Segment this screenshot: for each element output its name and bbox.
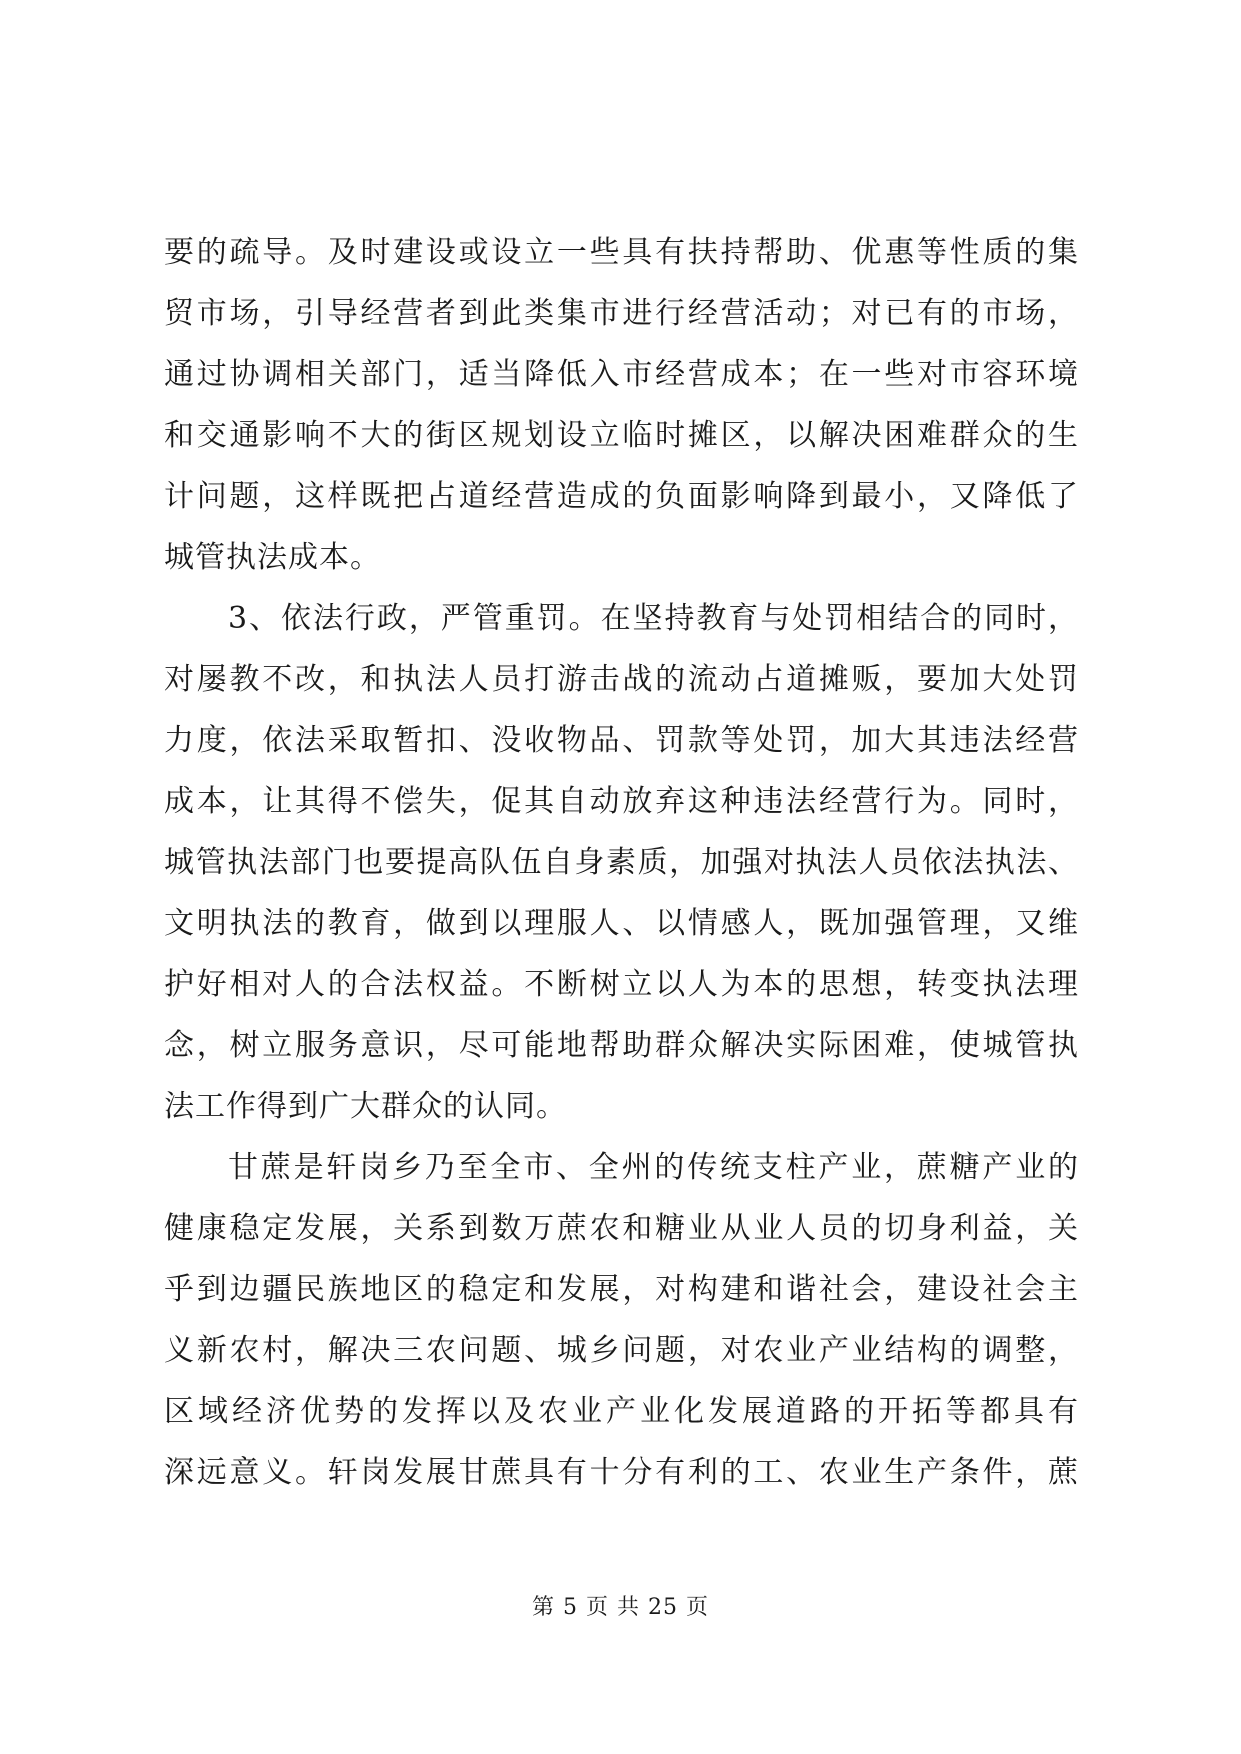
- text-line: 城管执法部门也要提高队伍自身素质，加强对执法人员依法执法、: [164, 845, 1079, 880]
- text-line: 文明执法的教育，做到以理服人、以情感人，既加强管理，又维: [164, 906, 1079, 941]
- text-line: 区域经济优势的发挥以及农业产业化发展道路的开拓等都具有: [164, 1394, 1079, 1429]
- text-line: 成本，让其得不偿失，促其自动放弃这种违法经营行为。同时，: [164, 784, 1079, 819]
- text-line: 贸市场，引导经营者到此类集市进行经营活动；对已有的市场，: [164, 296, 1079, 331]
- page-number-footer: 第 5 页 共 25 页: [532, 1595, 709, 1620]
- text-line: 健康稳定发展，关系到数万蔗农和糖业从业人员的切身利益，关: [164, 1211, 1079, 1246]
- text-line: 城管执法成本。: [164, 540, 381, 575]
- text-line: 乎到边疆民族地区的稳定和发展，对构建和谐社会，建设社会主: [164, 1272, 1079, 1307]
- document-body: [164, 222, 1079, 1503]
- text-line: 深远意义。轩岗发展甘蔗具有十分有利的工、农业生产条件，蔗: [164, 1455, 1079, 1490]
- text-line: 计问题，这样既把占道经营造成的负面影响降到最小，又降低了: [164, 479, 1079, 514]
- text-line: 法工作得到广大群众的认同。: [164, 1089, 567, 1124]
- text-line: 和交通影响不大的街区规划设立临时摊区，以解决困难群众的生: [164, 418, 1079, 453]
- text-line: 通过协调相关部门，适当降低入市经营成本；在一些对市容环境: [164, 357, 1079, 392]
- text-line: 力度，依法采取暂扣、没收物品、罚款等处罚，加大其违法经营: [164, 723, 1079, 758]
- text-line: 念，树立服务意识，尽可能地帮助群众解决实际困难，使城管执: [164, 1028, 1079, 1063]
- paragraph-start-line: 甘蔗是轩岗乡乃至全市、全州的传统支柱产业，蔗糖产业的: [228, 1150, 1079, 1185]
- text-line: 护好相对人的合法权益。不断树立以人为本的思想，转变执法理: [164, 967, 1079, 1002]
- text-line: 义新农村，解决三农问题、城乡问题，对农业产业结构的调整，: [164, 1333, 1079, 1368]
- text-line: 要的疏导。及时建设或设立一些具有扶持帮助、优惠等性质的集: [164, 235, 1079, 270]
- text-line: 对屡教不改，和执法人员打游击战的流动占道摊贩，要加大处罚: [164, 662, 1079, 697]
- paragraph-start-line: 3、依法行政，严管重罚。在坚持教育与处罚相结合的同时，: [228, 601, 1079, 636]
